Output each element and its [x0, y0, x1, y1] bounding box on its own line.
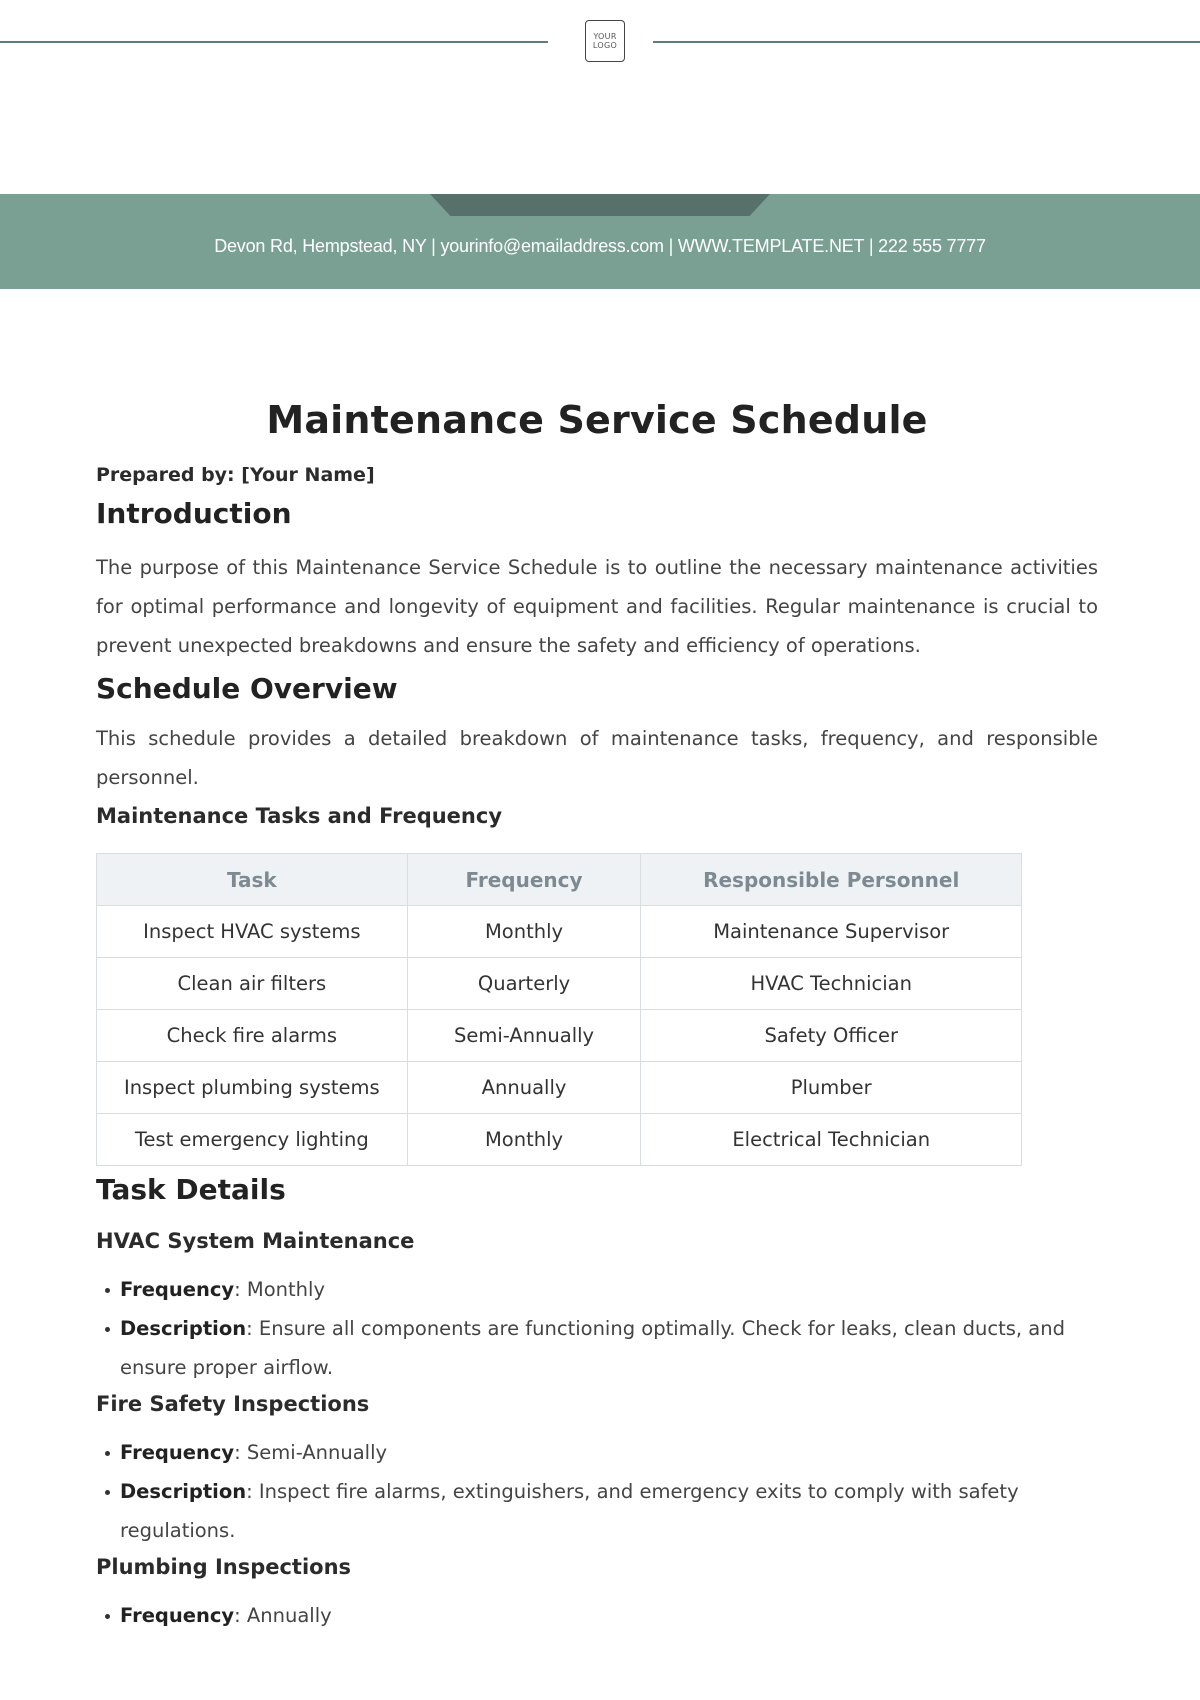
hvac-section-title: HVAC System Maintenance: [96, 1229, 415, 1253]
frequency-cell: Monthly: [407, 906, 641, 958]
introduction-text: The purpose of this Maintenance Service Schedule is to outline the necessary maintenance activities for optimal performance and longevity of equipment and facilities. Regular maintenance is crucial to prevent unexpected breakdowns and ensure the safety and efficiency of operations.: [96, 556, 1098, 657]
list-item: [96, 1270, 1098, 1309]
header-band-tab: [430, 194, 770, 216]
table-row: [97, 1114, 1022, 1166]
logo-text-line2: LOGO: [592, 41, 618, 50]
frequency-label: Frequency: [120, 1441, 235, 1464]
task-cell: Clean air filters: [97, 958, 408, 1010]
personnel-cell: Safety Officer: [641, 1010, 1022, 1062]
description-value: : Ensure all components are functioning optimally. Check for leaks, clean ducts, and ensure proper airflow.: [120, 1317, 1065, 1379]
fire-safety-details-list: [96, 1433, 1098, 1550]
frequency-cell: Quarterly: [407, 958, 641, 1010]
frequency-label: Frequency: [120, 1604, 235, 1627]
description-label: Description: [120, 1480, 247, 1503]
page-title: Maintenance Service Schedule: [266, 398, 928, 442]
introduction-heading: Introduction: [96, 497, 292, 530]
column-header-frequency: Frequency: [407, 854, 641, 906]
frequency-cell: Semi-Annually: [407, 1010, 641, 1062]
list-item: [96, 1596, 1098, 1635]
list-item: [96, 1433, 1098, 1472]
frequency-label: Frequency: [120, 1278, 235, 1301]
list-item: [96, 1472, 1098, 1550]
table-row: [97, 958, 1022, 1010]
personnel-cell: HVAC Technician: [641, 958, 1022, 1010]
task-cell: Check fire alarms: [97, 1010, 408, 1062]
header-rule-left: [0, 41, 548, 43]
list-item: [96, 1309, 1098, 1387]
task-cell: Inspect plumbing systems: [97, 1062, 408, 1114]
table-row: [97, 1062, 1022, 1114]
task-cell: Test emergency lighting: [97, 1114, 408, 1166]
task-details-heading: Task Details: [96, 1173, 286, 1206]
personnel-cell: Maintenance Supervisor: [641, 906, 1022, 958]
overview-heading: Schedule Overview: [96, 672, 398, 705]
prepared-by: Prepared by: [Your Name]: [96, 464, 375, 486]
header-rule-right: [653, 41, 1200, 43]
overview-text: This schedule provides a detailed breakdown of maintenance tasks, frequency, and responsible personnel.: [96, 727, 1098, 789]
plumbing-details-list: [96, 1596, 1098, 1635]
table-row: [97, 906, 1022, 958]
frequency-value: : Monthly: [234, 1278, 325, 1301]
document-body: [96, 392, 1098, 1635]
hvac-details-list: [96, 1270, 1098, 1387]
company-logo: [585, 20, 625, 62]
table-row: [97, 1010, 1022, 1062]
column-header-task: Task: [97, 854, 408, 906]
maintenance-table: [96, 853, 1022, 1166]
table-header-row: [97, 854, 1022, 906]
column-header-personnel: Responsible Personnel: [641, 854, 1022, 906]
contact-info: Devon Rd, Hempstead, NY | yourinfo@emailaddress.com | WWW.TEMPLATE.NET | 222 555 7777: [214, 236, 986, 256]
description-label: Description: [120, 1317, 247, 1340]
frequency-value: : Semi-Annually: [234, 1441, 388, 1464]
frequency-cell: Monthly: [407, 1114, 641, 1166]
task-cell: Inspect HVAC systems: [97, 906, 408, 958]
description-value: : Inspect fire alarms, extinguishers, and emergency exits to comply with safety regulations.: [120, 1480, 1019, 1542]
tasks-frequency-heading: Maintenance Tasks and Frequency: [96, 804, 503, 828]
logo-text-line1: YOUR: [593, 32, 617, 41]
plumbing-section-title: Plumbing Inspections: [96, 1555, 352, 1579]
frequency-value: : Annually: [234, 1604, 332, 1627]
personnel-cell: Plumber: [641, 1062, 1022, 1114]
fire-safety-section-title: Fire Safety Inspections: [96, 1392, 370, 1416]
personnel-cell: Electrical Technician: [641, 1114, 1022, 1166]
frequency-cell: Annually: [407, 1062, 641, 1114]
